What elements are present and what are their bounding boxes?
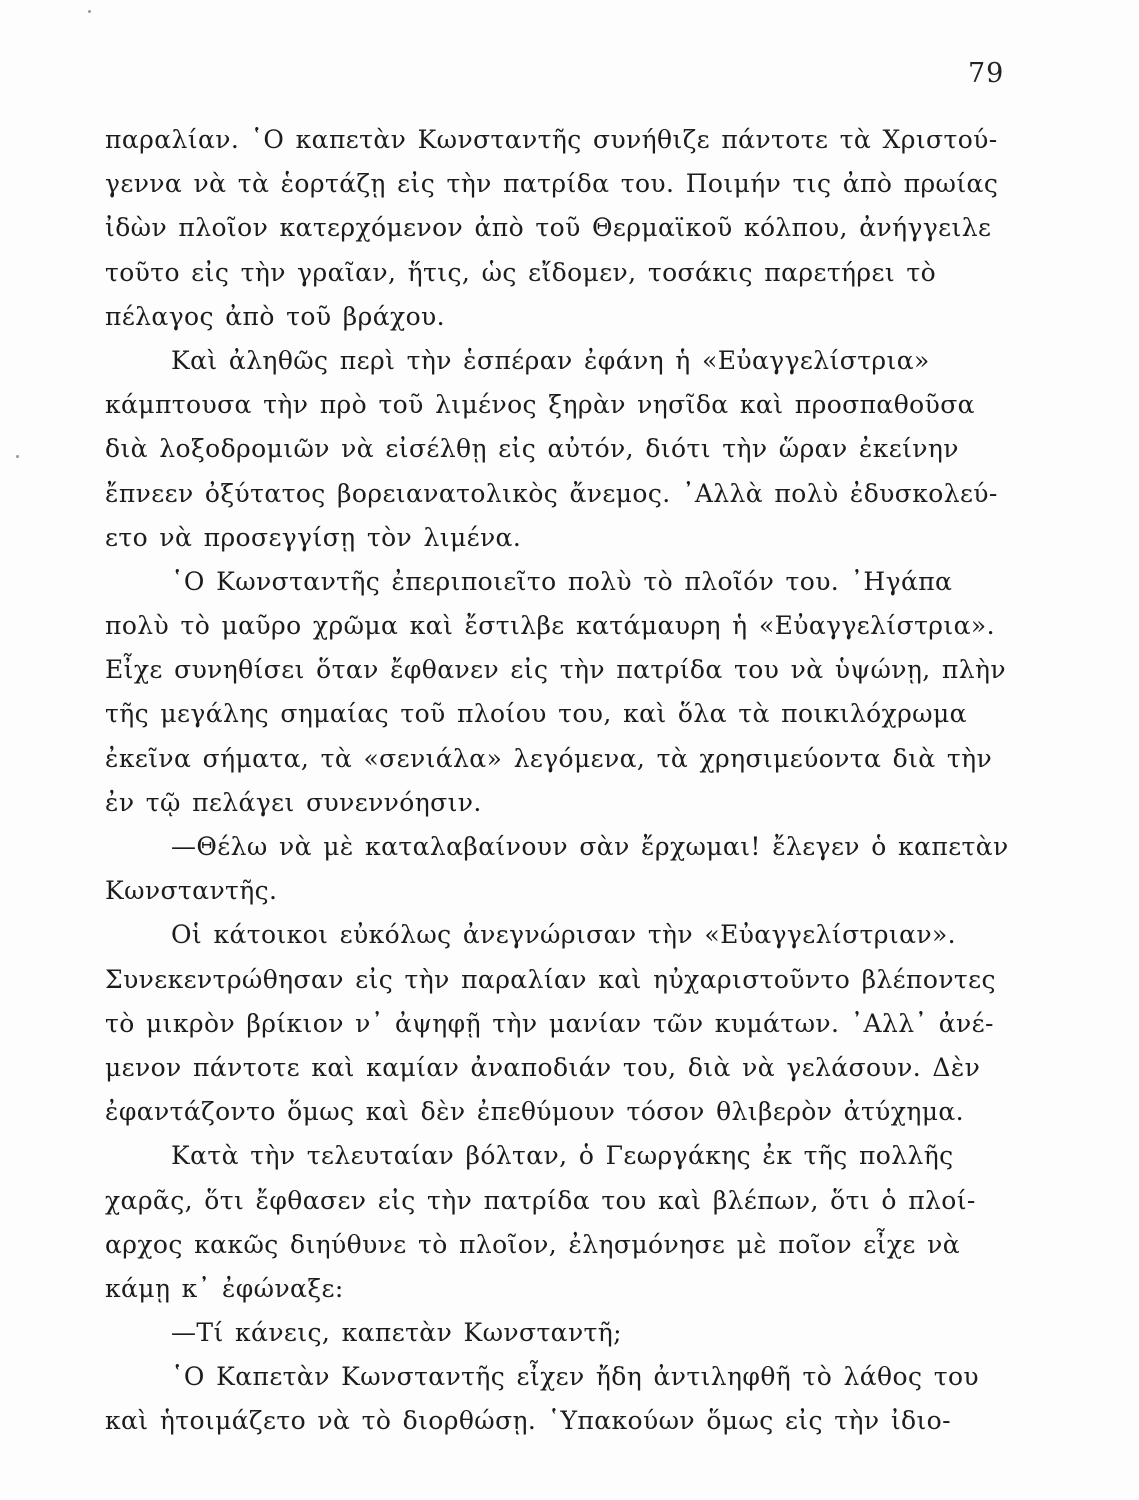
- text-line: ετο νὰ προσεγγίσῃ τὸν λιμένα.: [105, 522, 522, 552]
- text-line: πέλαγος ἀπὸ τοῦ βράχου.: [105, 301, 445, 331]
- text-line: Κωνσταντῆς.: [105, 876, 278, 906]
- paragraph-start-line: Κατὰ τὴν τελευταίαν βόλταν, ὁ Γεωργάκης ἐκ τῆς πολλῆς: [171, 1141, 954, 1171]
- text-line: τοῦτο εἰς τὴν γραῖαν, ἥτις, ὡς εἴδομεν, τοσάκις παρετήρει τὸ: [105, 257, 937, 287]
- text-line: ἰδὼν πλοῖον κατερχόμενον ἀπὸ τοῦ Θερμαϊκοῦ κόλπου, ἀνήγγειλε: [105, 213, 992, 243]
- text-line: κάμπτουσα τὴν πρὸ τοῦ λιμένος ξηρὰν νησῖδα καὶ προσπαθοῦσα: [105, 390, 975, 420]
- text-line: πολὺ τὸ μαῦρο χρῶμα καὶ ἔστιλβε κατάμαυρη ἡ «Εὐαγγελίστρια».: [105, 611, 995, 641]
- paragraph-start-line: ῾Ο Κωνσταντῆς ἐπεριποιεῖτο πολὺ τὸ πλοῖόν του. ᾿Ηγάπα: [171, 566, 953, 596]
- text-line: διὰ λοξοδρομιῶν νὰ εἰσέλθῃ εἰς αὐτόν, διότι τὴν ὥραν ἐκείνην: [105, 434, 959, 464]
- text-line: ἐν τῷ πελάγει συνεννόησιν.: [105, 787, 482, 817]
- text-line: Συνεκεντρώθησαν εἰς τὴν παραλίαν καὶ ηὐχαριστοῦντο βλέποντες: [105, 964, 996, 994]
- text-line: γεννα νὰ τὰ ἑορτάζῃ εἰς τὴν πατρίδα του. Ποιμήν τις ἀπὸ πρωίας: [105, 169, 999, 199]
- page-number: 79: [968, 58, 1005, 89]
- text-line: κάμῃ κ᾿ ἐφώναξε:: [105, 1273, 344, 1303]
- paper-speck: [88, 10, 91, 13]
- text-line: Εἶχε συνηθίσει ὅταν ἔφθανεν εἰς τὴν πατρίδα του νὰ ὑψώνῃ, πλὴν: [105, 655, 1006, 685]
- text-line: αρχος κακῶς διηύθυνε τὸ πλοῖον, ἐλησμόνησε μὲ ποῖον εἶχε νὰ: [105, 1229, 960, 1259]
- text-line: τὸ μικρὸν βρίκιον ν᾿ ἀψηφῇ τὴν μανίαν τῶν κυμάτων. ᾿Αλλ᾿ ἀνέ-: [105, 1008, 994, 1038]
- text-line: χαρᾶς, ὅτι ἔφθασεν εἰς τὴν πατρίδα του καὶ βλέπων, ὅτι ὁ πλοί-: [105, 1185, 976, 1215]
- text-line: τῆς μεγάλης σημαίας τοῦ πλοίου του, καὶ ὅλα τὰ ποικιλόχρωμα: [105, 699, 967, 729]
- text-line: ἔπνεεν ὀξύτατος βορειανατολικὸς ἄνεμος. ᾿Αλλὰ πολὺ ἐδυσκολεύ-: [105, 478, 998, 508]
- text-line: παραλίαν. ῾Ο καπετὰν Κωνσταντῆς συνήθιζε πάντοτε τὰ Χριστού-: [105, 125, 998, 154]
- paper-speck: [16, 455, 19, 458]
- dialogue-line: —Τί κάνεις, καπετὰν Κωνσταντῆ;: [171, 1318, 622, 1348]
- paragraph-start-line: Καὶ ἀληθῶς περὶ τὴν ἑσπέραν ἐφάνη ἡ «Εὐαγγελίστρια»: [171, 345, 930, 375]
- text-line: ἐκεῖνα σήματα, τὰ «σενιάλα» λεγόμενα, τὰ χρησιμεύοντα διὰ τὴν: [105, 743, 993, 773]
- body-text: [105, 118, 1040, 1444]
- paragraph-start-line: Οἱ κάτοικοι εὐκόλως ἀνεγνώρισαν τὴν «Εὐαγγελίστριαν».: [171, 920, 956, 950]
- text-line: καὶ ἡτοιμάζετο νὰ τὸ διορθώσῃ. ῾Υπακούων ὅμως εἰς τὴν ἰδιο-: [105, 1406, 951, 1436]
- text-line: ἐφαντάζοντο ὅμως καὶ δὲν ἐπεθύμουν τόσον θλιβερὸν ἀτύχημα.: [105, 1097, 964, 1127]
- dialogue-line: —Θέλω νὰ μὲ καταλαβαίνουν σὰν ἔρχωμαι! ἔλεγεν ὁ καπετὰν: [171, 832, 1009, 861]
- paragraph-start-line: ῾Ο Καπετὰν Κωνσταντῆς εἶχεν ἤδη ἀντιληφθῆ τὸ λάθος του: [171, 1362, 979, 1392]
- text-line: μενον πάντοτε καὶ καμίαν ἀναποδιάν του, διὰ νὰ γελάσουν. Δὲν: [105, 1052, 981, 1082]
